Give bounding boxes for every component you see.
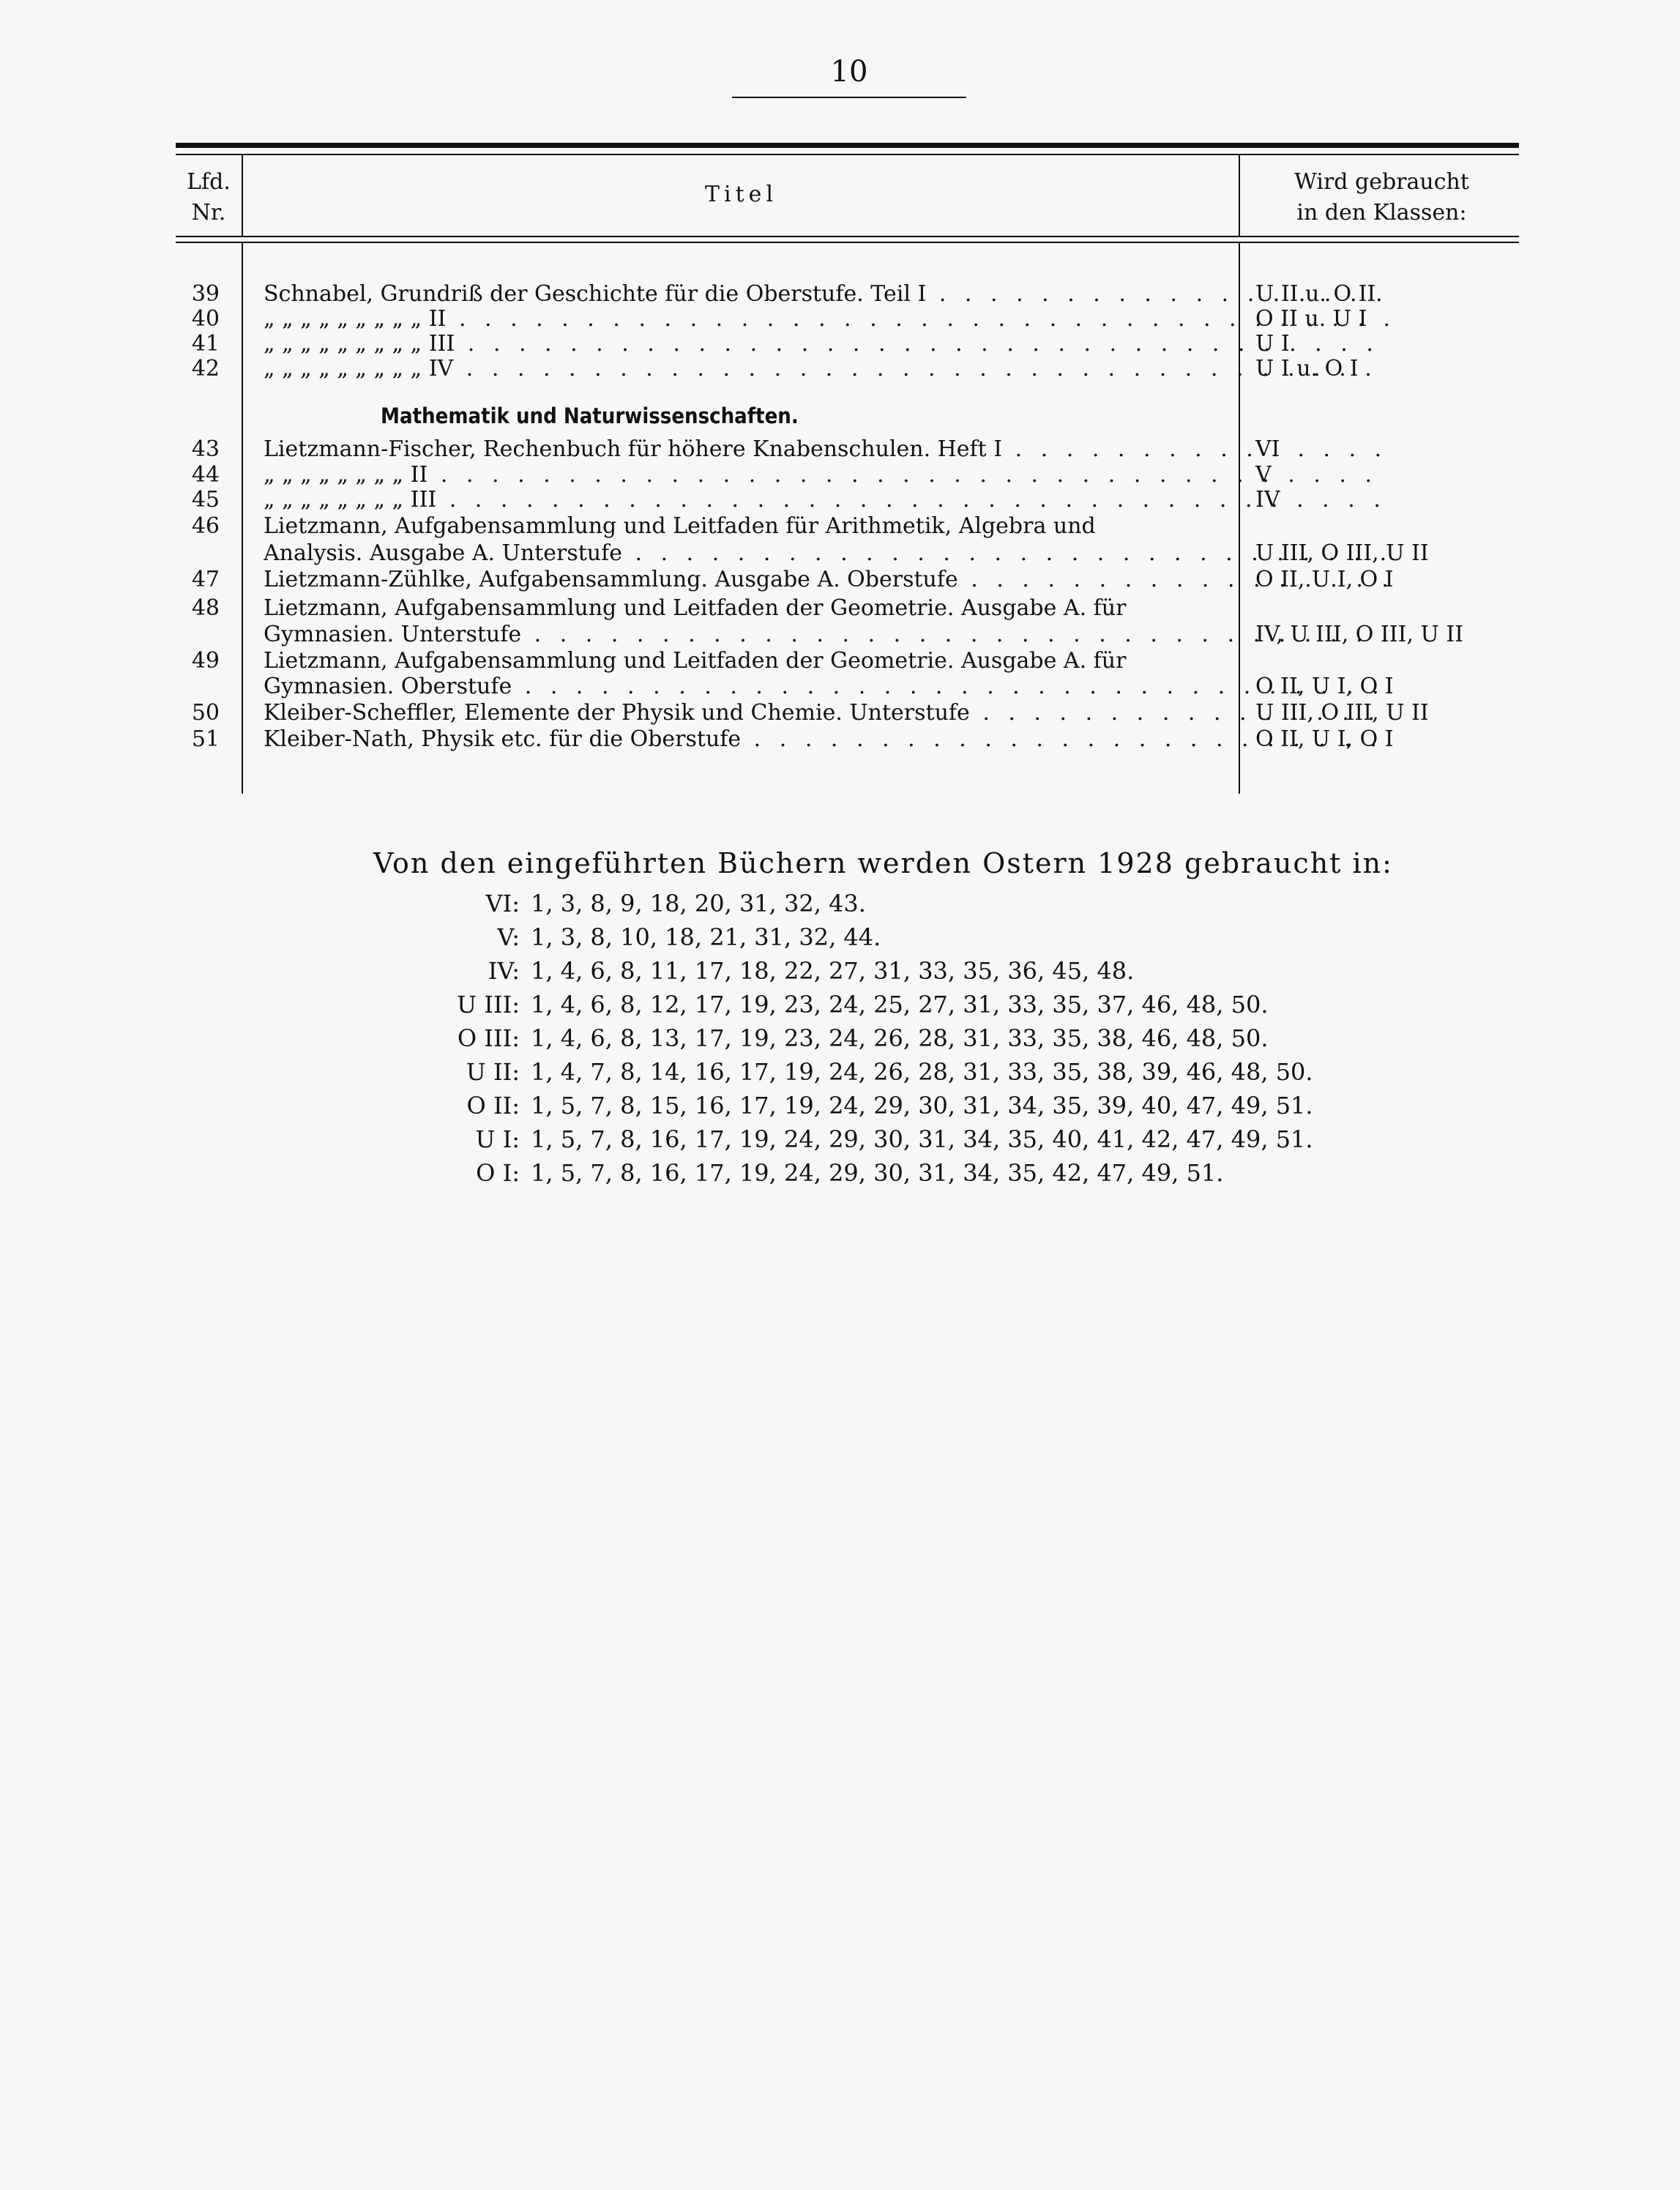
row-nr: 47	[191, 567, 220, 592]
row-classes: U I u. O I	[1255, 356, 1359, 381]
table-row	[176, 330, 1519, 357]
row-title: „ „ „ „ „ „ „ „ „ III . . .	[264, 330, 1391, 357]
row-nr: 41	[191, 331, 220, 357]
row-nr: 50	[191, 700, 220, 726]
row-classes: U III, O III, U II	[1255, 700, 1429, 726]
row-classes: O II, U I, O I	[1255, 726, 1394, 752]
summary-row	[366, 1056, 1391, 1089]
row-classes: O II u. U I	[1255, 306, 1367, 332]
row-classes: U III, O III, U II	[1255, 540, 1429, 566]
summary-class: V:	[497, 923, 520, 951]
header-nr	[176, 167, 242, 228]
column-divider-right	[1239, 155, 1240, 236]
table-row	[176, 621, 1519, 648]
header-bottom-rule	[176, 236, 1519, 237]
row-nr: 40	[191, 306, 220, 332]
row-title: Kleiber-Scheffler, Elemente der Physik und Chemie. Unterstufe . . .	[264, 699, 1391, 726]
table-row	[176, 673, 1519, 700]
table-row	[176, 436, 1519, 463]
row-nr: 43	[191, 436, 220, 462]
summary-books: 1, 3, 8, 10, 18, 21, 31, 32, 44.	[531, 923, 881, 951]
summary-books: 1, 4, 6, 8, 12, 17, 19, 23, 24, 25, 27, 31, 33, 35, 37, 46, 48, 50.	[531, 991, 1269, 1018]
row-title: Lietzmann, Aufgabensammlung und Leitfaden der Geometrie. Ausgabe A. für	[264, 595, 1127, 621]
page-number: 10	[830, 55, 868, 89]
row-classes: VI	[1255, 436, 1280, 462]
row-title: Lietzmann-Zühlke, Aufgabensammlung. Ausgabe A. Oberstufe . . .	[264, 566, 1391, 593]
section-heading: Mathematik und Naturwissenschaften.	[381, 403, 799, 428]
summary-class: O III:	[457, 1024, 520, 1052]
summary-class: U II:	[466, 1058, 520, 1086]
row-classes: O II, U I, O I	[1255, 674, 1394, 699]
row-title: Lietzmann-Fischer, Rechenbuch für höhere Knabenschulen. Heft I . . .	[264, 436, 1391, 463]
row-title: Analysis. Ausgabe A. Unterstufe . . .	[264, 540, 1391, 567]
row-nr: 48	[191, 595, 220, 621]
row-classes: U II u. O II	[1255, 281, 1376, 307]
summary-row	[366, 921, 1391, 954]
row-classes: O II, U I, O I	[1255, 567, 1394, 592]
summary-books: 1, 4, 6, 8, 11, 17, 18, 22, 27, 31, 33, 35, 36, 45, 48.	[531, 957, 1135, 985]
summary-books: 1, 5, 7, 8, 16, 17, 19, 24, 29, 30, 31, 34, 35, 40, 41, 42, 47, 49, 51.	[531, 1125, 1313, 1153]
summary-class: U I:	[475, 1125, 520, 1153]
header-nr-line1: Lfd.	[187, 169, 231, 195]
table-row	[176, 647, 1519, 674]
summary-title: Von den eingeführten Büchern werden Ostern 1928 gebraucht in:	[373, 847, 1393, 879]
summary-class: U III:	[457, 991, 520, 1018]
row-title: Gymnasien. Unterstufe . . .	[264, 621, 1391, 648]
table-row	[176, 461, 1519, 488]
table-row	[176, 280, 1519, 308]
table-row	[176, 566, 1519, 593]
page-number-rule	[732, 97, 966, 98]
table-top-rule-thin	[176, 154, 1519, 155]
summary-books: 1, 5, 7, 8, 16, 17, 19, 24, 29, 30, 31, 34, 35, 42, 47, 49, 51.	[531, 1159, 1224, 1187]
column-divider-left	[242, 155, 243, 236]
table-row	[176, 540, 1519, 567]
summary-books: 1, 5, 7, 8, 15, 16, 17, 19, 24, 29, 30, 31, 34, 35, 39, 40, 47, 49, 51.	[531, 1092, 1313, 1120]
summary-row	[366, 955, 1391, 988]
summary-class: IV:	[488, 957, 520, 985]
header-classes	[1244, 167, 1519, 228]
row-title: „ „ „ „ „ „ „ „ „ IV . . .	[264, 355, 1391, 382]
table-row	[176, 305, 1519, 332]
header-classes-line1: Wird gebraucht	[1294, 169, 1469, 195]
summary-row	[366, 1157, 1391, 1190]
row-nr: 46	[191, 513, 220, 539]
row-classes: IV, U III, O III, U II	[1255, 622, 1464, 647]
summary-class: VI:	[485, 890, 520, 917]
summary-row	[366, 988, 1391, 1021]
row-nr: 45	[191, 487, 220, 513]
header-classes-line2: in den Klassen:	[1296, 200, 1467, 226]
header-bottom-rule-2	[176, 242, 1519, 243]
row-title: Lietzmann, Aufgabensammlung und Leitfaden der Geometrie. Ausgabe A. für	[264, 648, 1127, 674]
summary-class: O I:	[476, 1159, 520, 1187]
summary-books: 1, 4, 7, 8, 14, 16, 17, 19, 24, 26, 28, 31, 33, 35, 38, 39, 46, 48, 50.	[531, 1058, 1313, 1086]
row-title: Gymnasien. Oberstufe . . .	[264, 673, 1391, 700]
summary-row	[366, 1022, 1391, 1055]
row-title: Lietzmann, Aufgabensammlung und Leitfaden für Arithmetik, Algebra und	[264, 513, 1096, 539]
row-title: „ „ „ „ „ „ „ „ „ II . . .	[264, 305, 1391, 332]
header-nr-line2: Nr.	[191, 200, 226, 226]
row-title: „ „ „ „ „ „ „ „ II . . .	[264, 461, 1391, 488]
table-row	[176, 595, 1519, 622]
row-title: Kleiber-Nath, Physik etc. für die Oberstufe . . .	[264, 726, 1391, 753]
summary-books: 1, 3, 8, 9, 18, 20, 31, 32, 43.	[531, 890, 866, 917]
row-classes: U I	[1255, 331, 1290, 357]
header-title: Titel	[704, 182, 777, 207]
row-nr: 51	[191, 726, 220, 752]
row-nr: 44	[191, 462, 220, 488]
table-top-rule	[176, 143, 1519, 148]
summary-books: 1, 4, 6, 8, 13, 17, 19, 23, 24, 26, 28, 31, 33, 35, 38, 46, 48, 50.	[531, 1024, 1269, 1052]
summary-row	[366, 1090, 1391, 1122]
row-title: Schnabel, Grundriß der Geschichte für die Oberstufe. Teil I . . .	[264, 280, 1391, 308]
row-classes: IV	[1255, 487, 1280, 513]
table-row	[176, 726, 1519, 753]
row-classes: V	[1255, 462, 1272, 488]
table-row	[176, 699, 1519, 726]
row-nr: 49	[191, 648, 220, 674]
summary-row	[366, 1123, 1391, 1156]
table-row	[176, 486, 1519, 513]
row-title: „ „ „ „ „ „ „ „ III . . .	[264, 486, 1391, 513]
table-row	[176, 513, 1519, 540]
summary-class: O II:	[466, 1092, 520, 1120]
row-nr: 42	[191, 356, 220, 381]
row-nr: 39	[191, 281, 220, 307]
summary-row	[366, 887, 1391, 920]
table-row	[176, 355, 1519, 382]
